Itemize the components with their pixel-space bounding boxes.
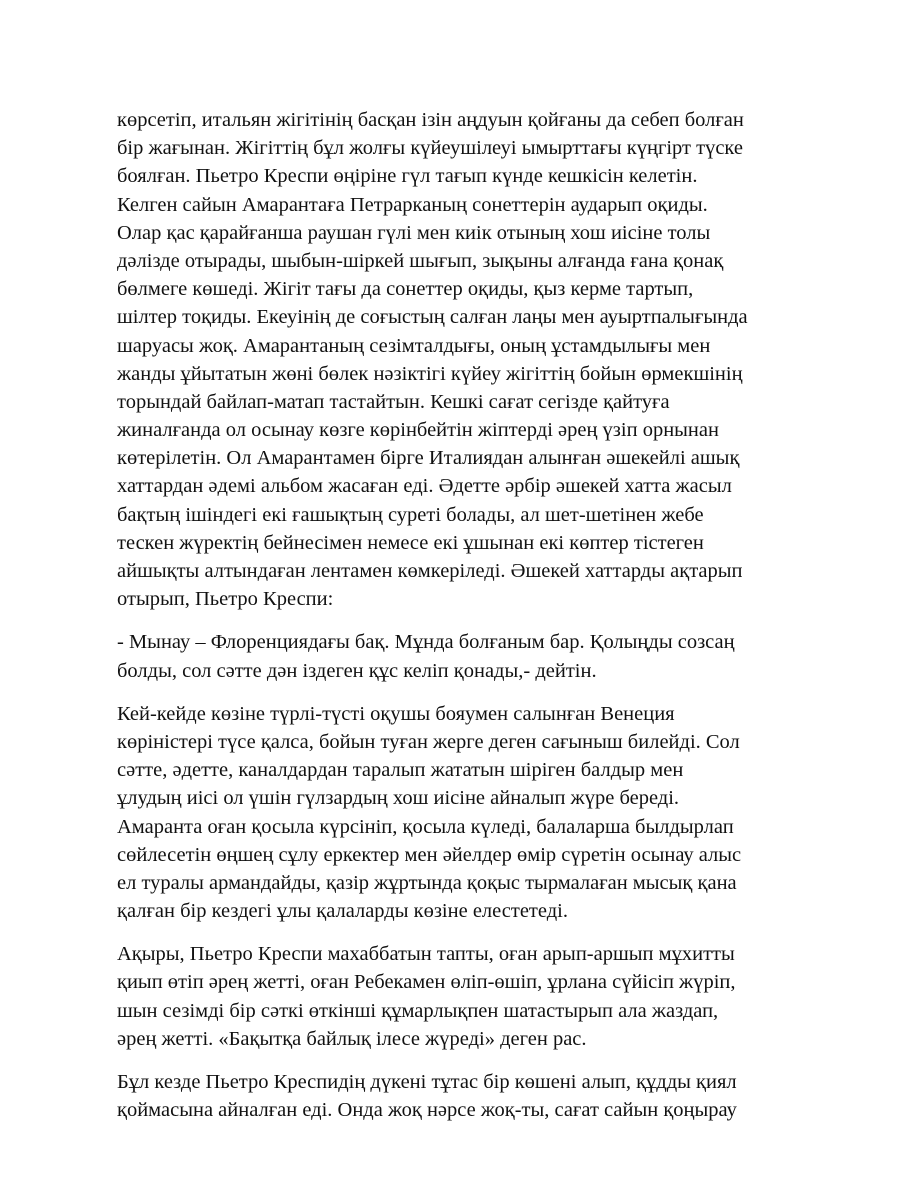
text-line: дәлізде отырады, шыбын-шіркей шығып, зықыны алғанда ғана қонақ xyxy=(117,249,724,272)
text-line: жиналғанда ол осынау көзге көрінбейтін жіптерді әрең үзіп орнынан xyxy=(117,419,719,442)
text-line: көтерілетін. Ол Амарантамен бірге Италиядан алынған әшекейлі ашық xyxy=(117,447,740,470)
text-line: қиып өтіп әрең жетті, оған Ребекамен өліп-өшіп, ұрлана сүйісіп жүріп, xyxy=(117,971,736,994)
paragraph xyxy=(117,106,807,613)
text-line: отырып, Пьетро Креспи: xyxy=(117,588,334,611)
text-line: ұлудың иісі ол үшін гүлзардың хош иісіне айналып жүре береді. xyxy=(117,787,680,810)
body-text xyxy=(117,106,807,1124)
text-line: бақтың ішіндегі екі ғашықтың суреті болады, ал шет-шетінен жебе xyxy=(117,503,704,526)
text-line: хаттардан әдемі альбом жасаған еді. Әдетте әрбір әшекей хатта жасыл xyxy=(117,475,732,498)
text-line: көріністері түсе қалса, бойын туған жерге деген сағыныш билейді. Сол xyxy=(117,730,740,753)
text-line: Ақыры, Пьетро Креспи махаббатын тапты, оған арып-аршып мұхитты xyxy=(117,943,735,966)
text-line: бөлмеге көшеді. Жігіт тағы да сонеттер оқиды, қыз керме тартып, xyxy=(117,278,694,301)
text-line: Бұл кезде Пьетро Креспидің дүкені тұтас бір көшені алып, құдды қиял xyxy=(117,1071,737,1093)
text-line: айшықты алтындаған лентамен көмкеріледі. Әшекей хаттарды ақтарып xyxy=(117,560,743,582)
text-line: бір жағынан. Жігіттің бұл жолғы күйеушілеуі ымырттағы күңгірт түске xyxy=(117,137,743,160)
paragraph xyxy=(117,1068,807,1124)
paragraph xyxy=(117,940,807,1053)
text-line: Кей-кейде көзіне түрлі-түсті оқушы бояумен салынған Венеция xyxy=(117,702,675,725)
text-line: торындай байлап-матап тастайтын. Кешкі сағат сегізде қайтуға xyxy=(117,390,670,413)
text-line: Олар қас қарайғанша раушан гүлі мен киік отының хош иісіне толы xyxy=(117,221,711,244)
paragraph xyxy=(117,700,807,926)
text-line: шын сезімді бір сәткі өткінші құмарлықпен шатастырып ала жаздап, xyxy=(117,999,719,1022)
text-line: көрсетіп, итальян жігітінің басқан ізін аңдуын қойғаны да себеп болған xyxy=(117,109,744,131)
text-line: сөйлесетін өңшең сұлу еркектер мен әйелдер өмір сүретін осынау алыс xyxy=(117,843,742,866)
text-line: - Мынау – Флоренциядағы бақ. Мұнда болғаным бар. Қолыңды созсаң xyxy=(117,631,735,654)
text-line: әрең жетті. «Бақытқа байлық ілесе жүреді» деген рас. xyxy=(117,1027,587,1050)
text-line: Амаранта оған қосыла күрсініп, қосыла күледі, балаларша былдырлап xyxy=(117,815,734,838)
text-line: Келген сайын Амарантаға Петрарканың сонеттерін аударып оқиды. xyxy=(117,193,708,216)
text-line: шілтер тоқиды. Екеуінің де соғыстың салған лаңы мен ауыртпалығында xyxy=(117,306,748,329)
text-line: жанды ұйытатын жөні бөлек нәзіктігі күйеу жігіттің бойын өрмекшінің xyxy=(117,362,743,385)
text-line: тескен жүректің бейнесімен немесе екі ұшынан екі көптер тістеген xyxy=(117,531,704,554)
text-line: болды, сол сәтте дән іздеген құс келіп қонады,- дейтін. xyxy=(117,659,597,682)
text-line: қоймасына айналған еді. Онда жоқ нәрсе жоқ-ты, сағат сайын қоңырау xyxy=(117,1099,737,1122)
paragraph xyxy=(117,628,807,684)
text-line: ел туралы армандайды, қазір жұртында қоқыс тырмалаған мысық қана xyxy=(117,871,737,894)
text-line: боялған. Пьетро Креспи өңіріне гүл тағып күнде кешкісін келетін. xyxy=(117,165,698,188)
text-line: қалған бір кездегі ұлы қалаларды көзіне елестетеді. xyxy=(117,900,568,923)
text-line: шаруасы жоқ. Амарантаның сезімталдығы, оның ұстамдылығы мен xyxy=(117,334,711,357)
text-line: сәтте, әдетте, каналдардан таралып жататын шіріген балдыр мен xyxy=(117,759,684,782)
